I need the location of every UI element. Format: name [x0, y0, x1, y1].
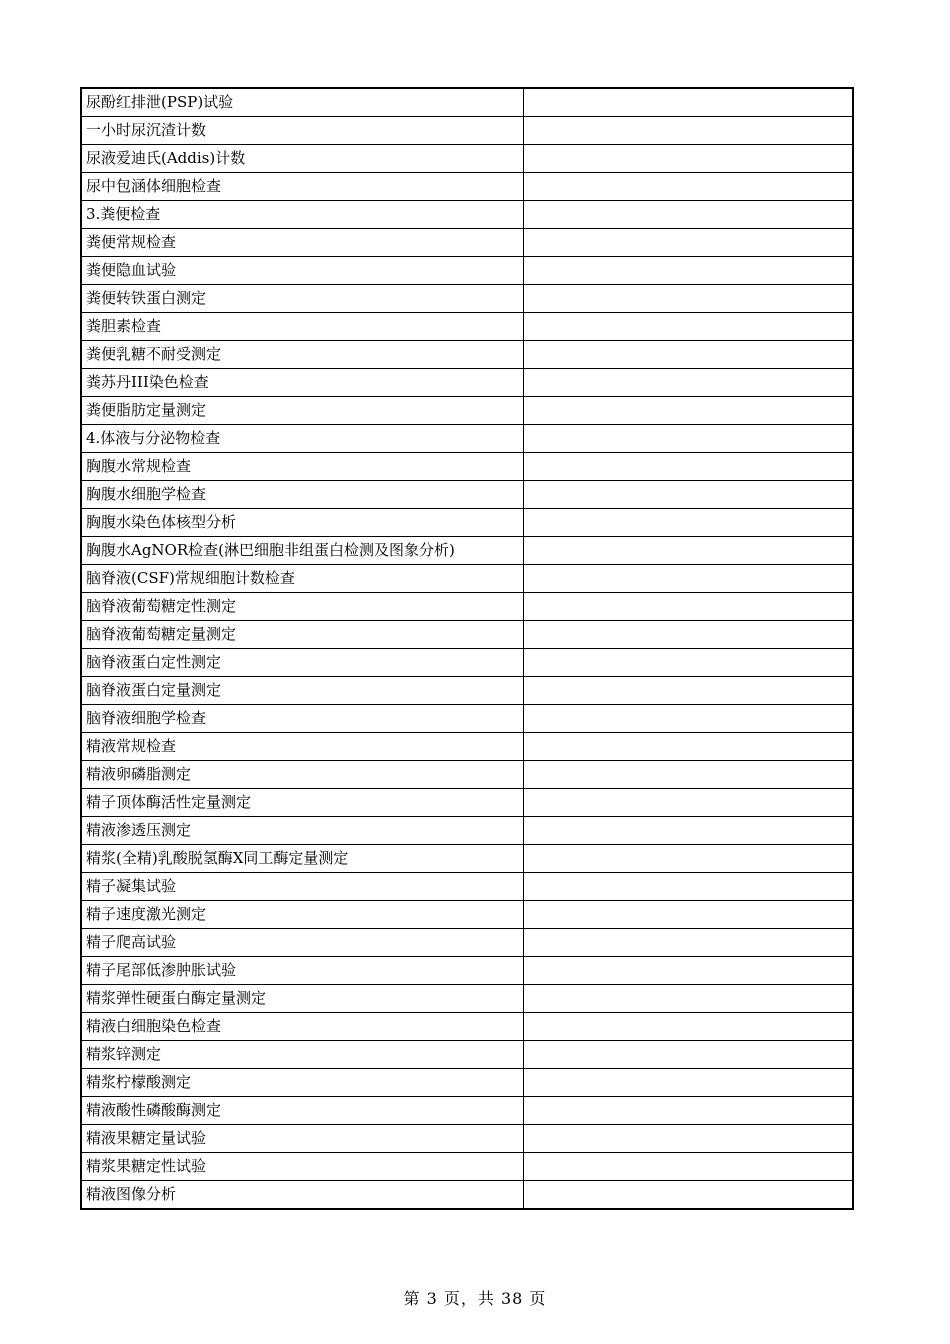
item-name-cell: 脑脊液葡萄糖定量测定	[81, 621, 523, 649]
item-name-cell: 胸腹水染色体核型分析	[81, 509, 523, 537]
table-row	[81, 817, 853, 845]
item-name-cell: 粪苏丹III染色检查	[81, 369, 523, 397]
empty-value-cell[interactable]	[523, 873, 853, 901]
item-name-cell: 粪便乳糖不耐受测定	[81, 341, 523, 369]
table-row	[81, 649, 853, 677]
table-row	[81, 1069, 853, 1097]
empty-value-cell[interactable]	[523, 117, 853, 145]
table-row	[81, 397, 853, 425]
table-row	[81, 705, 853, 733]
item-name-cell: 脑脊液(CSF)常规细胞计数检查	[81, 565, 523, 593]
empty-value-cell[interactable]	[523, 145, 853, 173]
item-name-cell: 粪便常规检查	[81, 229, 523, 257]
table-row	[81, 1181, 853, 1210]
item-name-cell: 精浆(全精)乳酸脱氢酶X同工酶定量测定	[81, 845, 523, 873]
table-body	[81, 88, 853, 1209]
empty-value-cell[interactable]	[523, 733, 853, 761]
table-row	[81, 1041, 853, 1069]
table-row	[81, 481, 853, 509]
item-name-cell: 一小时尿沉渣计数	[81, 117, 523, 145]
table-row	[81, 88, 853, 117]
item-name-cell: 尿液爱迪氏(Addis)计数	[81, 145, 523, 173]
item-name-cell: 精子尾部低渗肿胀试验	[81, 957, 523, 985]
empty-value-cell[interactable]	[523, 705, 853, 733]
empty-value-cell[interactable]	[523, 845, 853, 873]
empty-value-cell[interactable]	[523, 285, 853, 313]
table-row	[81, 593, 853, 621]
empty-value-cell[interactable]	[523, 649, 853, 677]
table-row	[81, 733, 853, 761]
item-name-cell: 脑脊液蛋白定性测定	[81, 649, 523, 677]
empty-value-cell[interactable]	[523, 1013, 853, 1041]
table-row	[81, 761, 853, 789]
empty-value-cell[interactable]	[523, 1069, 853, 1097]
table-row	[81, 537, 853, 565]
table-row	[81, 145, 853, 173]
empty-value-cell[interactable]	[523, 1097, 853, 1125]
item-name-cell: 精子凝集试验	[81, 873, 523, 901]
item-name-cell: 4.体液与分泌物检查	[81, 425, 523, 453]
item-name-cell: 精液图像分析	[81, 1181, 523, 1210]
item-name-cell: 3.粪便检查	[81, 201, 523, 229]
empty-value-cell[interactable]	[523, 537, 853, 565]
empty-value-cell[interactable]	[523, 88, 853, 117]
item-name-cell: 脑脊液葡萄糖定性测定	[81, 593, 523, 621]
item-name-cell: 精液酸性磷酸酶测定	[81, 1097, 523, 1125]
table-row	[81, 425, 853, 453]
empty-value-cell[interactable]	[523, 509, 853, 537]
item-name-cell: 精子爬高试验	[81, 929, 523, 957]
table-row	[81, 985, 853, 1013]
empty-value-cell[interactable]	[523, 1125, 853, 1153]
item-name-cell: 胸腹水常规检查	[81, 453, 523, 481]
item-name-cell: 精液渗透压测定	[81, 817, 523, 845]
table-row	[81, 929, 853, 957]
empty-value-cell[interactable]	[523, 453, 853, 481]
item-name-cell: 精浆弹性硬蛋白酶定量测定	[81, 985, 523, 1013]
table-row	[81, 285, 853, 313]
item-name-cell: 精浆果糖定性试验	[81, 1153, 523, 1181]
empty-value-cell[interactable]	[523, 789, 853, 817]
table-row	[81, 845, 853, 873]
item-name-cell: 精子速度激光测定	[81, 901, 523, 929]
empty-value-cell[interactable]	[523, 593, 853, 621]
item-name-cell: 胸腹水AgNOR检查(淋巴细胞非组蛋白检测及图象分析)	[81, 537, 523, 565]
table-row	[81, 1153, 853, 1181]
table-row	[81, 369, 853, 397]
item-name-cell: 精液白细胞染色检查	[81, 1013, 523, 1041]
table-row	[81, 1097, 853, 1125]
table-row	[81, 509, 853, 537]
item-name-cell: 脑脊液细胞学检查	[81, 705, 523, 733]
empty-value-cell[interactable]	[523, 929, 853, 957]
table-row	[81, 229, 853, 257]
empty-value-cell[interactable]	[523, 1153, 853, 1181]
empty-value-cell[interactable]	[523, 201, 853, 229]
empty-value-cell[interactable]	[523, 481, 853, 509]
empty-value-cell[interactable]	[523, 621, 853, 649]
table-row	[81, 565, 853, 593]
item-name-cell: 精液常规检查	[81, 733, 523, 761]
table-row	[81, 341, 853, 369]
table-row	[81, 677, 853, 705]
empty-value-cell[interactable]	[523, 677, 853, 705]
table-row	[81, 201, 853, 229]
empty-value-cell[interactable]	[523, 565, 853, 593]
empty-value-cell[interactable]	[523, 173, 853, 201]
item-name-cell: 尿酚红排泄(PSP)试验	[81, 88, 523, 117]
item-name-cell: 胸腹水细胞学检查	[81, 481, 523, 509]
table-row	[81, 621, 853, 649]
item-name-cell: 粪便转铁蛋白测定	[81, 285, 523, 313]
table-row	[81, 173, 853, 201]
empty-value-cell[interactable]	[523, 397, 853, 425]
table-row	[81, 257, 853, 285]
empty-value-cell[interactable]	[523, 1181, 853, 1210]
item-name-cell: 精液卵磷脂测定	[81, 761, 523, 789]
item-name-cell: 脑脊液蛋白定量测定	[81, 677, 523, 705]
empty-value-cell[interactable]	[523, 901, 853, 929]
table-row	[81, 1013, 853, 1041]
empty-value-cell[interactable]	[523, 985, 853, 1013]
empty-value-cell[interactable]	[523, 313, 853, 341]
item-table	[80, 87, 854, 1210]
table-row	[81, 789, 853, 817]
empty-value-cell[interactable]	[523, 957, 853, 985]
empty-value-cell[interactable]	[523, 369, 853, 397]
item-name-cell: 精子顶体酶活性定量测定	[81, 789, 523, 817]
table-row	[81, 873, 853, 901]
item-name-cell: 精浆锌测定	[81, 1041, 523, 1069]
empty-value-cell[interactable]	[523, 257, 853, 285]
table-row	[81, 901, 853, 929]
item-name-cell: 尿中包涵体细胞检查	[81, 173, 523, 201]
table-row	[81, 1125, 853, 1153]
table-row	[81, 313, 853, 341]
table-row	[81, 117, 853, 145]
page-footer: 第 3 页，共 38 页	[403, 1289, 547, 1308]
empty-value-cell[interactable]	[523, 817, 853, 845]
item-name-cell: 精浆柠檬酸测定	[81, 1069, 523, 1097]
item-name-cell: 粪便脂肪定量测定	[81, 397, 523, 425]
item-name-cell: 粪胆素检查	[81, 313, 523, 341]
empty-value-cell[interactable]	[523, 425, 853, 453]
empty-value-cell[interactable]	[523, 1041, 853, 1069]
empty-value-cell[interactable]	[523, 341, 853, 369]
table-row	[81, 453, 853, 481]
item-name-cell: 精液果糖定量试验	[81, 1125, 523, 1153]
empty-value-cell[interactable]	[523, 229, 853, 257]
table-row	[81, 957, 853, 985]
empty-value-cell[interactable]	[523, 761, 853, 789]
item-name-cell: 粪便隐血试验	[81, 257, 523, 285]
